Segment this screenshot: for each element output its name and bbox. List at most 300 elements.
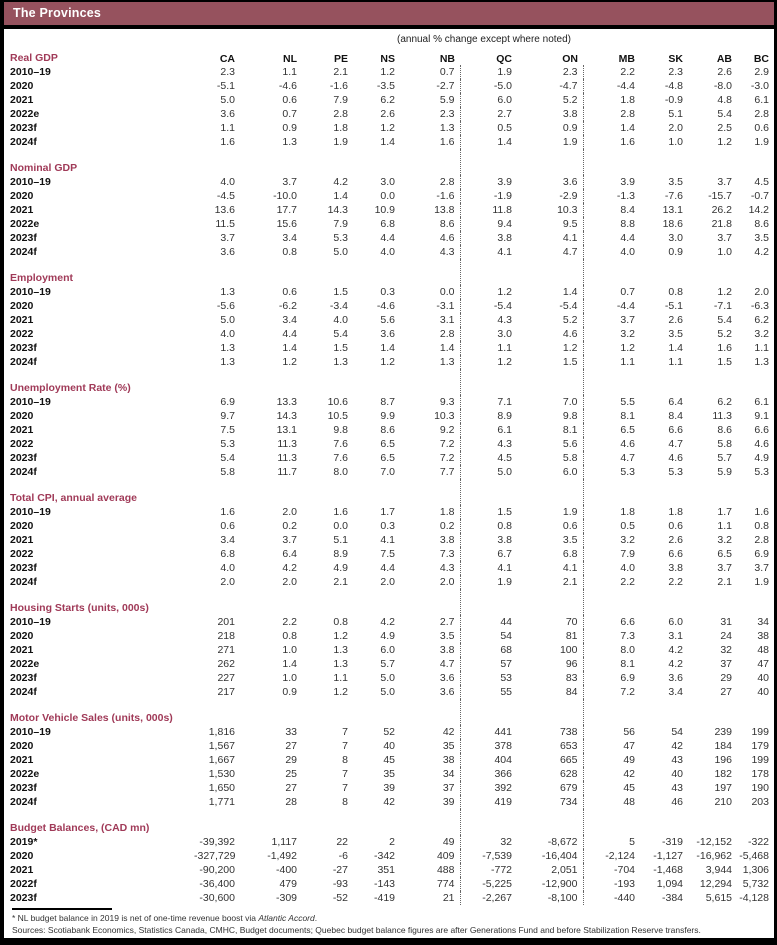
value-cell: 4.1 <box>380 534 395 546</box>
value-cell: 6.7 <box>460 547 517 561</box>
value-cell: 1.6 <box>439 136 455 148</box>
value-cell: 7.6 <box>333 438 348 450</box>
value-cell: 48 <box>757 644 769 656</box>
row-label: 2023f <box>10 452 37 464</box>
value-cell: 5.0 <box>380 686 395 698</box>
value-cell: 7 <box>342 740 348 752</box>
value-cell: 409 <box>436 850 455 862</box>
value-cell: 6.9 <box>754 548 769 560</box>
value-cell: 2.3 <box>439 108 455 120</box>
value-cell: -384 <box>661 892 683 904</box>
value-cell: -8.0 <box>713 80 732 92</box>
value-cell: 1.3 <box>220 356 235 368</box>
value-cell: 203 <box>751 796 769 808</box>
value-cell: -1,492 <box>267 850 297 862</box>
table-row <box>10 767 774 781</box>
value-cell: 2.6 <box>380 108 395 120</box>
value-cell: 6.8 <box>380 218 395 230</box>
value-cell: 5.4 <box>717 314 732 326</box>
value-cell: -52 <box>332 892 348 904</box>
value-cell: 49 <box>442 836 455 848</box>
value-cell: 3.5 <box>562 534 578 546</box>
value-cell: 378 <box>460 739 517 753</box>
value-cell: 38 <box>757 630 769 642</box>
section-spacer <box>460 699 583 725</box>
value-cell: 4.4 <box>282 328 297 340</box>
row-label: 2010–19 <box>10 66 51 78</box>
value-cell: 0.8 <box>282 246 297 258</box>
value-cell: 4.9 <box>333 562 348 574</box>
value-cell: 1.6 <box>333 506 348 518</box>
value-cell: 3.4 <box>668 686 683 698</box>
value-cell: 55 <box>460 685 517 699</box>
value-cell: 1.2 <box>717 286 732 298</box>
value-cell: 3.0 <box>380 176 395 188</box>
value-cell: 84 <box>565 686 578 698</box>
row-label: 2020 <box>10 300 34 312</box>
value-cell: 3.7 <box>220 232 235 244</box>
table-row <box>10 671 774 685</box>
table-area <box>4 29 774 936</box>
value-cell: 0.6 <box>282 94 297 106</box>
value-cell: -143 <box>373 878 395 890</box>
value-cell: 1.4 <box>583 121 640 135</box>
section-spacer <box>460 369 583 395</box>
table-row <box>10 327 774 341</box>
value-cell: 83 <box>565 672 578 684</box>
value-cell: 5.2 <box>562 94 578 106</box>
value-cell: 17.7 <box>276 204 297 216</box>
value-cell: 6.0 <box>460 93 517 107</box>
value-cell: 488 <box>436 864 455 876</box>
value-cell: 4.0 <box>583 561 640 575</box>
row-label: 2024f <box>10 356 37 368</box>
section-spacer <box>194 699 460 725</box>
value-cell: 2.6 <box>668 314 683 326</box>
value-cell: 4.1 <box>562 232 578 244</box>
value-cell: 2.2 <box>668 576 683 588</box>
value-cell: 7 <box>342 726 348 738</box>
value-cell: 0.3 <box>380 286 395 298</box>
value-cell: 34 <box>757 616 769 628</box>
table-row <box>10 657 774 671</box>
value-cell: 47 <box>757 658 769 670</box>
value-cell: 3.1 <box>439 314 455 326</box>
table-row <box>10 107 774 121</box>
footnote-rule <box>12 908 112 910</box>
value-cell: 8.4 <box>668 410 683 422</box>
value-cell: 81 <box>565 630 578 642</box>
value-cell: 201 <box>217 616 235 628</box>
value-cell: 4.4 <box>380 232 395 244</box>
value-cell: 6.8 <box>562 548 578 560</box>
value-cell: 4.3 <box>439 562 455 574</box>
value-cell: 4.8 <box>717 94 732 106</box>
value-cell: 1.8 <box>668 506 683 518</box>
value-cell: 3.6 <box>562 176 578 188</box>
table-row <box>10 575 774 589</box>
value-cell: 9.9 <box>380 410 395 422</box>
column-header-sk: SK <box>668 53 683 65</box>
value-cell: 2.0 <box>220 576 235 588</box>
value-cell: 3.2 <box>754 328 769 340</box>
value-cell: -419 <box>373 892 395 904</box>
value-cell: 9.4 <box>460 217 517 231</box>
value-cell: 1.1 <box>282 66 297 78</box>
value-cell: 738 <box>559 726 578 738</box>
value-cell: 7.3 <box>439 548 455 560</box>
section-spacer <box>194 479 460 505</box>
row-label: 2024f <box>10 246 37 258</box>
value-cell: 9.1 <box>754 410 769 422</box>
value-cell: 37 <box>442 782 455 794</box>
table-row <box>10 547 774 561</box>
value-cell: 2.0 <box>380 576 395 588</box>
row-label: 2023f <box>10 562 37 574</box>
value-cell: -1.9 <box>460 189 517 203</box>
value-cell: 6.9 <box>220 396 235 408</box>
column-header-ca: CA <box>219 53 235 65</box>
value-cell: 2.1 <box>717 576 732 588</box>
value-cell: 1.9 <box>333 136 348 148</box>
value-cell: 2.8 <box>754 108 769 120</box>
value-cell: 3.5 <box>668 176 683 188</box>
column-header-pe: PE <box>333 53 348 65</box>
table-row <box>10 313 774 327</box>
value-cell: 3.4 <box>220 534 235 546</box>
value-cell: 40 <box>757 672 769 684</box>
value-cell: 7 <box>342 768 348 780</box>
value-cell: 29 <box>720 672 732 684</box>
value-cell: 8.4 <box>583 203 640 217</box>
column-header-qc: QC <box>496 53 512 65</box>
value-cell: 3,944 <box>705 864 732 876</box>
value-cell: 11.8 <box>460 203 517 217</box>
value-cell: 8.9 <box>333 548 348 560</box>
value-cell: 4.2 <box>380 616 395 628</box>
value-cell: 2.7 <box>439 616 455 628</box>
value-cell: 3.8 <box>439 534 455 546</box>
table-row <box>10 175 774 189</box>
value-cell: 2.7 <box>460 107 517 121</box>
section-heading-row <box>10 699 774 725</box>
value-cell: 5.1 <box>668 108 683 120</box>
value-cell: 6.6 <box>754 424 769 436</box>
value-cell: 5.4 <box>717 108 732 120</box>
value-cell: 8.1 <box>583 657 640 671</box>
table-row <box>10 725 774 739</box>
value-cell: -15.7 <box>708 190 732 202</box>
value-cell: 1.7 <box>380 506 395 518</box>
value-cell: 1.4 <box>282 342 297 354</box>
value-cell: 7.2 <box>583 685 640 699</box>
value-cell: 7.2 <box>439 452 455 464</box>
value-cell: 1.5 <box>717 356 732 368</box>
table-row <box>10 465 774 479</box>
row-label: 2020 <box>10 630 34 642</box>
value-cell: 182 <box>714 768 732 780</box>
section-spacer <box>583 589 774 615</box>
value-cell: 6.5 <box>380 438 395 450</box>
table-row <box>10 409 774 423</box>
value-cell: 4.7 <box>668 438 683 450</box>
value-cell: 8.0 <box>333 466 348 478</box>
value-cell: 0.6 <box>282 286 297 298</box>
row-label: 2023f <box>10 782 37 794</box>
value-cell: 6.6 <box>583 615 640 629</box>
value-cell: 45 <box>583 781 640 795</box>
value-cell: 5.3 <box>333 232 348 244</box>
value-cell: 1.1 <box>668 356 683 368</box>
value-cell: 3.6 <box>439 672 455 684</box>
section-heading-row <box>10 259 774 285</box>
row-label: 2021 <box>10 864 34 876</box>
value-cell: 4.2 <box>333 176 348 188</box>
value-cell: 0.0 <box>380 190 395 202</box>
value-cell: 1.9 <box>754 576 769 588</box>
value-cell: -93 <box>332 878 348 890</box>
table-row <box>10 615 774 629</box>
value-cell: 47 <box>583 739 640 753</box>
value-cell: 14.3 <box>327 204 348 216</box>
row-label: 2022f <box>10 878 37 890</box>
value-cell: 184 <box>714 740 732 752</box>
section-spacer <box>194 809 460 835</box>
value-cell: -1,468 <box>653 864 683 876</box>
value-cell: 96 <box>565 658 578 670</box>
value-cell: 6.0 <box>668 616 683 628</box>
value-cell: 5.8 <box>220 466 235 478</box>
value-cell: 1,650 <box>208 782 235 794</box>
value-cell: 54 <box>671 726 683 738</box>
value-cell: 3.6 <box>220 246 235 258</box>
table-row <box>10 739 774 753</box>
value-cell: -440 <box>583 891 640 905</box>
value-cell: 10.3 <box>434 410 455 422</box>
value-cell: 8.6 <box>754 218 769 230</box>
value-cell: -16,962 <box>696 850 732 862</box>
value-cell: 5.6 <box>380 314 395 326</box>
value-cell: 1.2 <box>460 355 517 369</box>
value-cell: 33 <box>285 726 297 738</box>
value-cell: -30,600 <box>199 892 235 904</box>
value-cell: 9.2 <box>439 424 455 436</box>
value-cell: 6.8 <box>220 548 235 560</box>
value-cell: 0.6 <box>668 520 683 532</box>
value-cell: 13.8 <box>434 204 455 216</box>
value-cell: 1.3 <box>333 658 348 670</box>
value-cell: -704 <box>583 863 640 877</box>
value-cell: 3.7 <box>717 232 732 244</box>
value-cell: 13.1 <box>662 204 683 216</box>
value-cell: 21 <box>442 892 455 904</box>
row-label: 2021 <box>10 754 34 766</box>
value-cell: 404 <box>460 753 517 767</box>
value-cell: 21.8 <box>711 218 732 230</box>
value-cell: 5 <box>583 835 640 849</box>
value-cell: 13.6 <box>214 204 235 216</box>
value-cell: 2.3 <box>562 66 578 78</box>
value-cell: 0.2 <box>439 520 455 532</box>
column-header-on: ON <box>562 53 578 65</box>
value-cell: 70 <box>565 616 578 628</box>
value-cell: 5.4 <box>220 452 235 464</box>
value-cell: 57 <box>460 657 517 671</box>
row-label: 2024f <box>10 686 37 698</box>
value-cell: 479 <box>279 878 297 890</box>
value-cell: 0.6 <box>220 520 235 532</box>
value-cell: 6.2 <box>717 396 732 408</box>
value-cell: -4,128 <box>739 892 769 904</box>
value-cell: 9.7 <box>220 410 235 422</box>
row-label: 2024f <box>10 136 37 148</box>
value-cell: 2.0 <box>282 576 297 588</box>
section-spacer <box>194 369 460 395</box>
value-cell: 4.9 <box>754 452 769 464</box>
table-row <box>10 863 774 877</box>
value-cell: 0.6 <box>754 122 769 134</box>
value-cell: 3.7 <box>583 313 640 327</box>
value-cell: 37 <box>720 658 732 670</box>
value-cell: 11.3 <box>277 452 297 464</box>
table-row <box>10 423 774 437</box>
value-cell: 5.0 <box>220 94 235 106</box>
table-row <box>10 245 774 259</box>
row-label: 2021 <box>10 534 34 546</box>
table-row <box>10 753 774 767</box>
value-cell: 11.5 <box>215 218 235 230</box>
value-cell: -5.4 <box>559 300 578 312</box>
value-cell: 1.9 <box>562 506 578 518</box>
value-cell: 14.3 <box>276 410 297 422</box>
value-cell: 199 <box>751 726 769 738</box>
section-heading-row <box>10 589 774 615</box>
value-cell: 32 <box>460 835 517 849</box>
value-cell: -1.3 <box>583 189 640 203</box>
value-cell: 3.5 <box>439 630 455 642</box>
value-cell: -4.7 <box>559 80 578 92</box>
table-row <box>10 203 774 217</box>
value-cell: 100 <box>559 644 578 656</box>
value-cell: 35 <box>383 768 395 780</box>
value-cell: 2.3 <box>668 66 683 78</box>
value-cell: 1.9 <box>460 65 517 79</box>
section-spacer <box>460 589 583 615</box>
value-cell: 0.3 <box>380 520 395 532</box>
value-cell: 8.7 <box>380 396 395 408</box>
value-cell: 0.7 <box>583 285 640 299</box>
value-cell: 1.7 <box>717 506 732 518</box>
value-cell: 44 <box>460 615 517 629</box>
value-cell: -6.3 <box>750 300 769 312</box>
value-cell: 68 <box>460 643 517 657</box>
footnote-asterisk <box>12 913 774 925</box>
value-cell: 2.8 <box>583 107 640 121</box>
value-cell: 5.3 <box>220 438 235 450</box>
value-cell: 4.0 <box>583 245 640 259</box>
value-cell: 239 <box>714 726 732 738</box>
row-label: 2010–19 <box>10 616 51 628</box>
value-cell: 2.0 <box>439 576 455 588</box>
table-row <box>10 121 774 135</box>
value-cell: 1.8 <box>583 93 640 107</box>
value-cell: -2.7 <box>436 80 455 92</box>
table-row <box>10 135 774 149</box>
value-cell: 3.6 <box>668 672 683 684</box>
section-label: Budget Balances, (CAD mn) <box>10 822 150 834</box>
value-cell: 9.8 <box>333 424 348 436</box>
value-cell: 8.0 <box>583 643 640 657</box>
value-cell: 190 <box>751 782 769 794</box>
value-cell: 628 <box>559 768 578 780</box>
value-cell: 0.2 <box>282 520 297 532</box>
value-cell: 1.6 <box>717 342 732 354</box>
value-cell: 1.1 <box>754 342 769 354</box>
table-row <box>10 355 774 369</box>
row-label: 2021 <box>10 314 34 326</box>
value-cell: 4.6 <box>562 328 578 340</box>
value-cell: -322 <box>747 836 769 848</box>
value-cell: 8.6 <box>380 424 395 436</box>
value-cell: 4.3 <box>439 246 455 258</box>
row-label: 2021 <box>10 204 34 216</box>
value-cell: 1.1 <box>583 355 640 369</box>
value-cell: 25 <box>285 768 297 780</box>
value-cell: -2,124 <box>583 849 640 863</box>
value-cell: 5.7 <box>380 658 395 670</box>
row-label: 2022 <box>10 548 34 560</box>
value-cell: 4.2 <box>668 658 683 670</box>
value-cell: 3.5 <box>668 328 683 340</box>
value-cell: 43 <box>671 754 683 766</box>
value-cell: -16,404 <box>541 850 578 862</box>
value-cell: 653 <box>559 740 578 752</box>
value-cell: 0.8 <box>754 520 769 532</box>
value-cell: 217 <box>217 686 235 698</box>
value-cell: 3.7 <box>754 562 769 574</box>
value-cell: 5.7 <box>717 452 732 464</box>
value-cell: 0.8 <box>282 630 297 642</box>
value-cell: -3.4 <box>329 300 348 312</box>
value-cell: 1.2 <box>460 285 517 299</box>
row-label: 2023f <box>10 122 37 134</box>
value-cell: -342 <box>373 850 395 862</box>
value-cell: 54 <box>460 629 517 643</box>
footnote-asterisk-italic: Atlantic Accord <box>258 913 315 923</box>
value-cell: 8.1 <box>583 409 640 423</box>
table-row <box>10 285 774 299</box>
value-cell: 1.4 <box>380 136 395 148</box>
value-cell: 2.1 <box>333 576 348 588</box>
value-cell: 0.8 <box>668 286 683 298</box>
row-label: 2023f <box>10 672 37 684</box>
value-cell: 7 <box>342 782 348 794</box>
row-label: 2022e <box>10 768 40 780</box>
table-row <box>10 561 774 575</box>
value-cell: 3.7 <box>282 534 297 546</box>
value-cell: 22 <box>336 836 348 848</box>
value-cell: 196 <box>714 754 732 766</box>
value-cell: 13.3 <box>276 396 297 408</box>
row-label: 2020 <box>10 520 34 532</box>
column-header-nl: NL <box>283 53 297 65</box>
value-cell: 210 <box>714 796 732 808</box>
value-cell: 2.6 <box>717 66 732 78</box>
value-cell: -27 <box>332 864 348 876</box>
value-cell: 366 <box>460 767 517 781</box>
value-cell: 5,732 <box>742 878 769 890</box>
value-cell: 227 <box>217 672 235 684</box>
